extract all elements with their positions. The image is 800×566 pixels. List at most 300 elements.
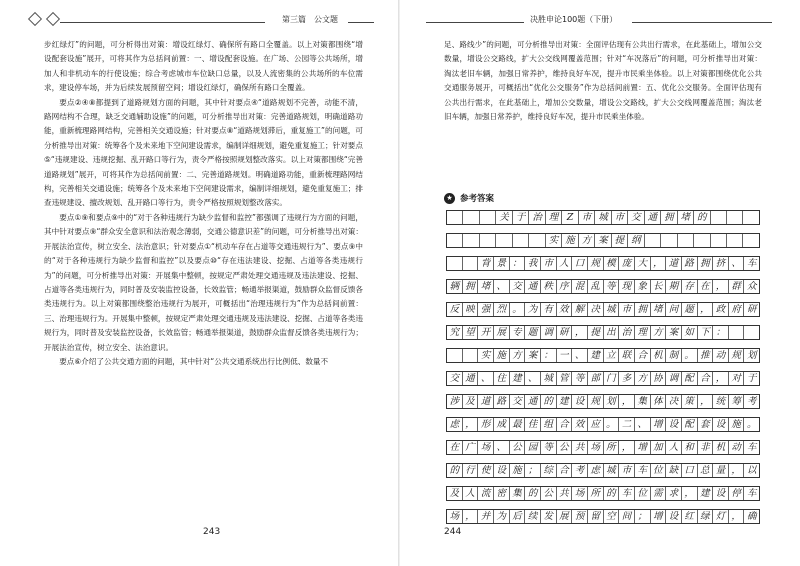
grid-cell: 套 bbox=[698, 418, 714, 431]
grid-cell: 交 bbox=[510, 395, 526, 408]
grid-cell: 流 bbox=[478, 487, 494, 500]
grid-cell: 期 bbox=[666, 280, 682, 293]
grid-cell: 设 bbox=[494, 464, 510, 477]
grid-cell: 停 bbox=[729, 487, 745, 500]
grid-cell: 题 bbox=[525, 326, 541, 339]
grid-cell: 部 bbox=[588, 372, 604, 385]
grid-row bbox=[446, 302, 760, 317]
grid-cell: 等 bbox=[572, 372, 588, 385]
grid-cell: 联 bbox=[619, 349, 635, 362]
grid-cell: 方 bbox=[510, 349, 526, 362]
grid-row bbox=[446, 440, 760, 455]
grid-cell: 虑 bbox=[447, 418, 463, 431]
grid-cell: 市 bbox=[541, 257, 557, 270]
grid-cell: 方 bbox=[635, 372, 651, 385]
grid-cell bbox=[447, 349, 463, 362]
grid-row bbox=[446, 463, 760, 478]
grid-cell: 秩 bbox=[541, 280, 557, 293]
grid-cell: ， bbox=[698, 303, 714, 316]
grid-cell: 灯 bbox=[713, 510, 729, 523]
grid-cell: 群 bbox=[729, 280, 745, 293]
grid-cell: 在 bbox=[447, 441, 463, 454]
grid-cell: 加 bbox=[651, 441, 667, 454]
grid-cell: 考 bbox=[747, 396, 757, 407]
grid-cell: 反 bbox=[447, 303, 463, 316]
grid-row bbox=[446, 233, 760, 248]
grid-row bbox=[446, 279, 760, 294]
grid-cell: 涉 bbox=[447, 395, 463, 408]
grid-cell: ， bbox=[619, 395, 635, 408]
grid-cell: 城 bbox=[595, 211, 611, 224]
grid-cell: 众 bbox=[747, 281, 757, 292]
grid-cell: 通 bbox=[645, 211, 661, 224]
grid-cell: 效 bbox=[557, 303, 573, 316]
grid-cell: 交 bbox=[628, 211, 644, 224]
grid-cell: 位 bbox=[651, 464, 667, 477]
grid-cell: 推 bbox=[698, 349, 714, 362]
grid-cell: 使 bbox=[478, 464, 494, 477]
grid-cell: 城 bbox=[604, 303, 620, 316]
grid-cell bbox=[678, 234, 694, 247]
grid-row bbox=[446, 486, 760, 501]
grid-cell: 划 bbox=[604, 395, 620, 408]
diamond-icon bbox=[46, 12, 60, 26]
grid-cell: 发 bbox=[541, 510, 557, 523]
grid-cell: 提 bbox=[612, 234, 628, 247]
grid-cell: 门 bbox=[604, 372, 620, 385]
grid-cell: 模 bbox=[604, 257, 620, 270]
grid-cell: 确 bbox=[747, 511, 757, 522]
grid-cell: ； bbox=[635, 510, 651, 523]
grid-cell: 口 bbox=[682, 464, 698, 477]
grid-cell: 方 bbox=[651, 326, 667, 339]
grid-cell: 专 bbox=[510, 326, 526, 339]
left-body-text bbox=[44, 38, 363, 369]
grid-cell: 、 bbox=[525, 372, 541, 385]
grid-cell: 形 bbox=[478, 418, 494, 431]
grid-cell: 市 bbox=[612, 211, 628, 224]
grid-row bbox=[446, 256, 760, 271]
right-header-rule bbox=[426, 22, 524, 23]
answer-heading bbox=[444, 192, 494, 204]
star-badge-icon: ★ bbox=[444, 193, 455, 204]
grid-cell: 路 bbox=[494, 395, 510, 408]
grid-cell: 所 bbox=[588, 487, 604, 500]
left-header-rule bbox=[60, 22, 265, 23]
grid-cell: 我 bbox=[525, 257, 541, 270]
grid-cell: 场 bbox=[588, 441, 604, 454]
grid-cell: 研 bbox=[747, 304, 757, 315]
grid-cell: 望 bbox=[463, 326, 479, 339]
grid-cell: 景 bbox=[494, 257, 510, 270]
grid-cell: 场 bbox=[478, 441, 494, 454]
grid-row bbox=[446, 394, 760, 409]
grid-cell: ： bbox=[510, 257, 526, 270]
grid-cell: 的 bbox=[447, 464, 463, 477]
grid-cell: 预 bbox=[572, 510, 588, 523]
diamond-icon bbox=[28, 12, 42, 26]
grid-cell: 长 bbox=[651, 280, 667, 293]
grid-cell: 车 bbox=[747, 488, 757, 499]
grid-cell bbox=[447, 234, 463, 247]
grid-cell: 合 bbox=[557, 418, 573, 431]
grid-cell: 挤 bbox=[713, 257, 729, 270]
grid-cell: 共 bbox=[557, 487, 573, 500]
grid-cell bbox=[727, 234, 743, 247]
grid-cell: 决 bbox=[666, 395, 682, 408]
answer-heading-label: 参考答案 bbox=[460, 194, 495, 204]
grid-cell: 于 bbox=[747, 373, 757, 384]
grid-cell bbox=[743, 211, 758, 224]
grid-cell: 庞 bbox=[619, 257, 635, 270]
grid-cell: 堵 bbox=[478, 280, 494, 293]
grid-cell: 一 bbox=[557, 349, 573, 362]
grid-cell: 道 bbox=[666, 257, 682, 270]
grid-cell: 人 bbox=[666, 441, 682, 454]
grid-cell: 道 bbox=[478, 395, 494, 408]
grid-cell: 最 bbox=[510, 418, 526, 431]
grid-cell: 车 bbox=[747, 258, 757, 269]
grid-cell bbox=[645, 234, 661, 247]
grid-cell: 拥 bbox=[661, 211, 677, 224]
grid-cell: 市 bbox=[619, 464, 635, 477]
grid-cell: 为 bbox=[494, 510, 510, 523]
grid-cell: ， bbox=[729, 464, 745, 477]
grid-cell bbox=[463, 234, 479, 247]
grid-cell: 施 bbox=[494, 349, 510, 362]
grid-cell: 于 bbox=[513, 211, 529, 224]
grid-cell: 建 bbox=[588, 349, 604, 362]
grid-cell: 、 bbox=[635, 418, 651, 431]
right-page bbox=[400, 0, 800, 566]
grid-cell: 实 bbox=[478, 349, 494, 362]
grid-row bbox=[446, 509, 760, 524]
grid-cell: 出 bbox=[604, 326, 620, 339]
right-page-number: 244 bbox=[444, 527, 462, 537]
grid-cell: 共 bbox=[572, 441, 588, 454]
grid-cell: 园 bbox=[525, 441, 541, 454]
grid-cell bbox=[480, 234, 496, 247]
grid-cell: 求 bbox=[666, 487, 682, 500]
grid-cell: 机 bbox=[651, 349, 667, 362]
grid-cell: 公 bbox=[557, 441, 573, 454]
grid-cell bbox=[729, 326, 745, 339]
grid-cell bbox=[744, 326, 759, 339]
grid-cell: ： bbox=[713, 326, 729, 339]
grid-cell: 、 bbox=[494, 441, 510, 454]
grid-cell bbox=[447, 257, 463, 270]
grid-cell: 及 bbox=[463, 395, 479, 408]
grid-cell: 规 bbox=[729, 349, 745, 362]
grid-cell: 通 bbox=[525, 395, 541, 408]
grid-cell: 、 bbox=[572, 349, 588, 362]
grid-cell: 提 bbox=[588, 326, 604, 339]
grid-cell: 施 bbox=[562, 234, 578, 247]
grid-cell: 总 bbox=[698, 464, 714, 477]
grid-cell: 体 bbox=[651, 395, 667, 408]
grid-cell: 以 bbox=[747, 465, 757, 476]
grid-cell bbox=[447, 211, 463, 224]
grid-cell: 拥 bbox=[635, 303, 651, 316]
grid-cell bbox=[727, 211, 743, 224]
grid-cell: 象 bbox=[635, 280, 651, 293]
grid-cell: 车 bbox=[619, 487, 635, 500]
grid-cell: 多 bbox=[619, 372, 635, 385]
grid-cell bbox=[480, 211, 496, 224]
grid-cell: 施 bbox=[510, 464, 526, 477]
grid-cell: 场 bbox=[447, 510, 463, 523]
grid-cell: 。 bbox=[682, 349, 698, 362]
grid-cell: 广 bbox=[463, 441, 479, 454]
grid-cell: 辆 bbox=[447, 280, 463, 293]
grid-cell: 方 bbox=[579, 234, 595, 247]
grid-cell: 规 bbox=[588, 395, 604, 408]
grid-row bbox=[446, 325, 760, 340]
grid-cell: 路 bbox=[682, 257, 698, 270]
grid-cell: 堵 bbox=[678, 211, 694, 224]
grid-cell: 混 bbox=[572, 280, 588, 293]
grid-cell: 。 bbox=[604, 418, 620, 431]
grid-cell: 策 bbox=[682, 395, 698, 408]
grid-cell: 动 bbox=[729, 441, 745, 454]
grid-cell: 在 bbox=[698, 280, 714, 293]
grid-cell: 配 bbox=[682, 418, 698, 431]
grid-cell: 缺 bbox=[666, 464, 682, 477]
grid-cell: 市 bbox=[619, 303, 635, 316]
grid-cell: 背 bbox=[478, 257, 494, 270]
grid-cell: 二 bbox=[619, 418, 635, 431]
grid-cell: 案 bbox=[666, 326, 682, 339]
grid-cell: 行 bbox=[463, 464, 479, 477]
grid-cell: ， bbox=[713, 372, 729, 385]
grid-cell: 续 bbox=[525, 510, 541, 523]
grid-row bbox=[446, 417, 760, 432]
grid-cell: 、 bbox=[729, 257, 745, 270]
grid-cell: 烈 bbox=[494, 303, 510, 316]
grid-cell: 政 bbox=[713, 303, 729, 316]
grid-cell: 需 bbox=[651, 487, 667, 500]
left-paragraph: 步红绿灯”的问题，可分析得出对策：增设红绿灯、确保所有路口全覆盖。以上对策都围绕“增设配套设施”展开，可将其作为总括间前置：一、增设配套设施。在广场、公园等公共场所，增加人和非机动车的行使设施；综合考虑城市车位缺口总量，以及人流密集的公共场所的车位需求，建设停车场，并为后续发展预留空间；增设红绿灯，确保所有路口全覆盖。 bbox=[44, 40, 363, 93]
grid-cell: 及 bbox=[447, 487, 463, 500]
grid-cell: ， bbox=[651, 257, 667, 270]
grid-cell: 口 bbox=[572, 257, 588, 270]
grid-cell: 机 bbox=[713, 441, 729, 454]
grid-cell bbox=[694, 234, 710, 247]
grid-cell: 序 bbox=[557, 280, 573, 293]
grid-cell: 成 bbox=[494, 418, 510, 431]
grid-cell bbox=[463, 211, 479, 224]
grid-cell: 所 bbox=[604, 441, 620, 454]
grid-cell: 施 bbox=[729, 418, 745, 431]
grid-cell: 交 bbox=[447, 372, 463, 385]
grid-cell: 理 bbox=[635, 326, 651, 339]
grid-cell: 场 bbox=[572, 487, 588, 500]
grid-cell: 强 bbox=[478, 303, 494, 316]
grid-cell: 现 bbox=[619, 280, 635, 293]
grid-cell: 映 bbox=[463, 303, 479, 316]
grid-cell: 研 bbox=[557, 326, 573, 339]
grid-cell: 的 bbox=[525, 487, 541, 500]
grid-cell: 、 bbox=[478, 372, 494, 385]
grid-cell: 治 bbox=[529, 211, 545, 224]
grid-cell bbox=[711, 211, 727, 224]
grid-cell: 。 bbox=[510, 303, 526, 316]
grid-cell: 划 bbox=[747, 350, 757, 361]
grid-cell: 设 bbox=[713, 418, 729, 431]
grid-cell: 、 bbox=[494, 280, 510, 293]
grid-cell: 展 bbox=[557, 510, 573, 523]
handwritten-answer-grid bbox=[446, 210, 760, 532]
grid-cell: ， bbox=[682, 487, 698, 500]
grid-cell: 虑 bbox=[588, 464, 604, 477]
grid-cell: 集 bbox=[510, 487, 526, 500]
left-paragraph: 要点⑥介绍了公共交通方面的问题，其中针对“公共交通系统出行比例低、数量不 bbox=[59, 356, 329, 366]
grid-cell: 增 bbox=[651, 510, 667, 523]
grid-cell bbox=[529, 234, 545, 247]
grid-cell: 合 bbox=[557, 464, 573, 477]
grid-cell: 通 bbox=[525, 280, 541, 293]
grid-cell: 规 bbox=[588, 257, 604, 270]
grid-cell: 有 bbox=[541, 303, 557, 316]
grid-cell: 制 bbox=[666, 349, 682, 362]
grid-cell bbox=[513, 234, 529, 247]
grid-cell: 题 bbox=[682, 303, 698, 316]
grid-cell: 调 bbox=[666, 372, 682, 385]
grid-cell: 管 bbox=[557, 372, 573, 385]
grid-cell: 展 bbox=[494, 326, 510, 339]
left-header-ornament bbox=[26, 14, 62, 25]
grid-cell: 存 bbox=[682, 280, 698, 293]
grid-cell: 的 bbox=[694, 211, 710, 224]
grid-cell: 综 bbox=[541, 464, 557, 477]
grid-cell: 合 bbox=[698, 372, 714, 385]
grid-cell: 公 bbox=[541, 487, 557, 500]
grid-row bbox=[446, 348, 760, 363]
grid-cell: 交 bbox=[510, 280, 526, 293]
grid-cell: 的 bbox=[541, 395, 557, 408]
grid-cell bbox=[661, 234, 677, 247]
grid-cell: 为 bbox=[525, 303, 541, 316]
grid-cell: 治 bbox=[619, 326, 635, 339]
grid-cell: 究 bbox=[447, 326, 463, 339]
grid-cell: 建 bbox=[557, 395, 573, 408]
grid-cell bbox=[463, 349, 479, 362]
grid-cell: 人 bbox=[557, 257, 573, 270]
grid-cell: 等 bbox=[541, 441, 557, 454]
grid-cell: ； bbox=[525, 464, 541, 477]
grid-cell: 的 bbox=[604, 487, 620, 500]
grid-cell: 府 bbox=[729, 303, 745, 316]
grid-cell: 车 bbox=[635, 464, 651, 477]
grid-cell: 。 bbox=[747, 419, 757, 430]
grid-cell bbox=[496, 234, 512, 247]
grid-cell: 理 bbox=[546, 211, 562, 224]
grid-cell: 佳 bbox=[525, 418, 541, 431]
grid-cell: 问 bbox=[666, 303, 682, 316]
grid-cell: ， bbox=[729, 510, 745, 523]
grid-cell: 如 bbox=[682, 326, 698, 339]
grid-cell: 考 bbox=[572, 464, 588, 477]
grid-cell: 案 bbox=[525, 349, 541, 362]
grid-cell: ， bbox=[463, 510, 479, 523]
grid-cell: 开 bbox=[478, 326, 494, 339]
grid-cell: 配 bbox=[682, 372, 698, 385]
grid-cell: ， bbox=[572, 326, 588, 339]
grid-cell: 非 bbox=[698, 441, 714, 454]
grid-cell: 设 bbox=[666, 510, 682, 523]
grid-cell: 效 bbox=[572, 418, 588, 431]
grid-cell: 位 bbox=[635, 487, 651, 500]
grid-cell: 应 bbox=[588, 418, 604, 431]
grid-cell: 建 bbox=[698, 487, 714, 500]
grid-cell: 解 bbox=[572, 303, 588, 316]
right-header-title: 决胜申论100题（下册） bbox=[530, 15, 618, 24]
grid-cell: 组 bbox=[541, 418, 557, 431]
grid-cell: 红 bbox=[682, 510, 698, 523]
left-paragraph: 要点②④⑧都提到了道路规划方面的问题，其中针对要点④“道路规划不完善，动能不清，路网结构不合理，缺乏交通辅助设施”的问题，可分析推导出对策：完善道路规划，明确道路功能，重新梳理路网结构，完善相关交通设施；针对要点⑧“道路规划滞后，重复施工”的问题，可分析推导出对策：统筹各个及未来地下空间建设需求，编制详细规划，避免重复施工；针对要点⑤“违规建设、违规挖掘、乱开路口等行为，责令严格按照规划整改落实。以上对策都围绕“完善道路规划”展开，可将其作为总括间前置：二、完善道路规划。明确道路功能，重新梳理路网结构，完善相关交通设施；统筹各个及未来地下空间建设需求，编制详细规划，避免重复施工；排查违规建设、擅改规划、乱开路口等行为，责令严格按照规划整改落实。 bbox=[44, 97, 363, 208]
grid-cell: 公 bbox=[510, 441, 526, 454]
left-page-number: 243 bbox=[203, 527, 221, 537]
grid-cell: 案 bbox=[595, 234, 611, 247]
grid-cell: 拥 bbox=[463, 280, 479, 293]
grid-cell: 设 bbox=[666, 418, 682, 431]
grid-row bbox=[446, 371, 760, 386]
grid-cell: 建 bbox=[510, 372, 526, 385]
grid-cell: 关 bbox=[496, 211, 512, 224]
grid-cell: 统 bbox=[713, 395, 729, 408]
left-paragraph: 要点①⑨和要点⑨中的“对于各种违规行为缺少监督和监控”都强调了违规行为方面的问题，其中针对要点⑨“群众安全意识和法治观念薄弱，交通公德意识差”的问题，可分析推导出对策：开展法治宣传，树立安全、法治意识；针对要点①“机动车存在占道等交通违规行为”、要点⑨中的“对于各种违规行为缺少监督和监控”以及要点⑩“存在违法建设、挖掘、占道等各类违规行为”的问题，可分析推导出对策：开展集中整顿，按规定严肃处理交通违规及违法建设、挖掘、占道等各类违规行为，同时普及安装监控设备，长效监管；畅通举报渠道，鼓励群众监督反馈各类违规行为。以上对策都围绕整治违规行为展开，可概括出“治理违规行为”作为总括间前置：三、治理违规行为。开展集中整顿，按规定严肃处理交通违规及违法建设、挖掘、占道等各类违规行为，同时普及安装监控设备，长效监管；畅通举报渠道，鼓励群众监督反馈各类违规行为；开展法治宣传，树立安全、法治意识。 bbox=[44, 212, 363, 352]
grid-cell: 对 bbox=[729, 372, 745, 385]
right-paragraph: 足、路线少”的问题，可分析推导出对策：全面评估现有公共出行需求，在此基础上，增加公交数量，增设公交路线，扩大公交线网覆盖范围；针对“车况落后”的问题，可分析推导出对策：淘汰老旧车辆，加强日常养护，维持良好车况，提升市民乘坐体验。以上对策都围绕优化公共交通服务展开，可概括出“优化公交服务”作为总括间前置：五、优化公交服务。全面评估现有公共出行需求，在此基础上，增加公交数量，增设公交路线，扩大公交线网覆盖范围；淘汰老旧车辆，加强日常养护，维持良好车况，提升市民乘坐体验。 bbox=[444, 40, 762, 122]
grid-cell: ， bbox=[698, 395, 714, 408]
left-header-title: 第三篇 公文题 bbox=[282, 15, 338, 24]
grid-cell: 市 bbox=[579, 211, 595, 224]
grid-cell: 并 bbox=[478, 510, 494, 523]
grid-cell: 协 bbox=[651, 372, 667, 385]
grid-cell: 绿 bbox=[698, 510, 714, 523]
grid-cell: 纲 bbox=[628, 234, 644, 247]
grid-cell: 设 bbox=[713, 487, 729, 500]
grid-cell: 拥 bbox=[698, 257, 714, 270]
grid-cell: 立 bbox=[604, 349, 620, 362]
grid-cell: 堵 bbox=[651, 303, 667, 316]
grid-cell: 增 bbox=[635, 441, 651, 454]
grid-cell: 等 bbox=[604, 280, 620, 293]
grid-cell: 间 bbox=[619, 510, 635, 523]
grid-cell: 人 bbox=[463, 487, 479, 500]
grid-cell: 合 bbox=[635, 349, 651, 362]
grid-cell: ， bbox=[463, 418, 479, 431]
grid-cell: 空 bbox=[604, 510, 620, 523]
grid-cell: 密 bbox=[494, 487, 510, 500]
grid-row bbox=[446, 210, 760, 225]
grid-cell: 城 bbox=[604, 464, 620, 477]
left-page bbox=[0, 0, 399, 566]
grid-cell: 大 bbox=[635, 257, 651, 270]
grid-cell: 和 bbox=[682, 441, 698, 454]
grid-cell: 住 bbox=[494, 372, 510, 385]
grid-cell: 乱 bbox=[588, 280, 604, 293]
grid-cell: 后 bbox=[510, 510, 526, 523]
grid-cell: 实 bbox=[546, 234, 562, 247]
grid-cell: ， bbox=[619, 441, 635, 454]
grid-cell: 调 bbox=[541, 326, 557, 339]
grid-cell: 设 bbox=[572, 395, 588, 408]
grid-cell: 决 bbox=[588, 303, 604, 316]
grid-cell: 量 bbox=[713, 464, 729, 477]
right-body-text bbox=[444, 38, 762, 124]
grid-cell: 城 bbox=[541, 372, 557, 385]
